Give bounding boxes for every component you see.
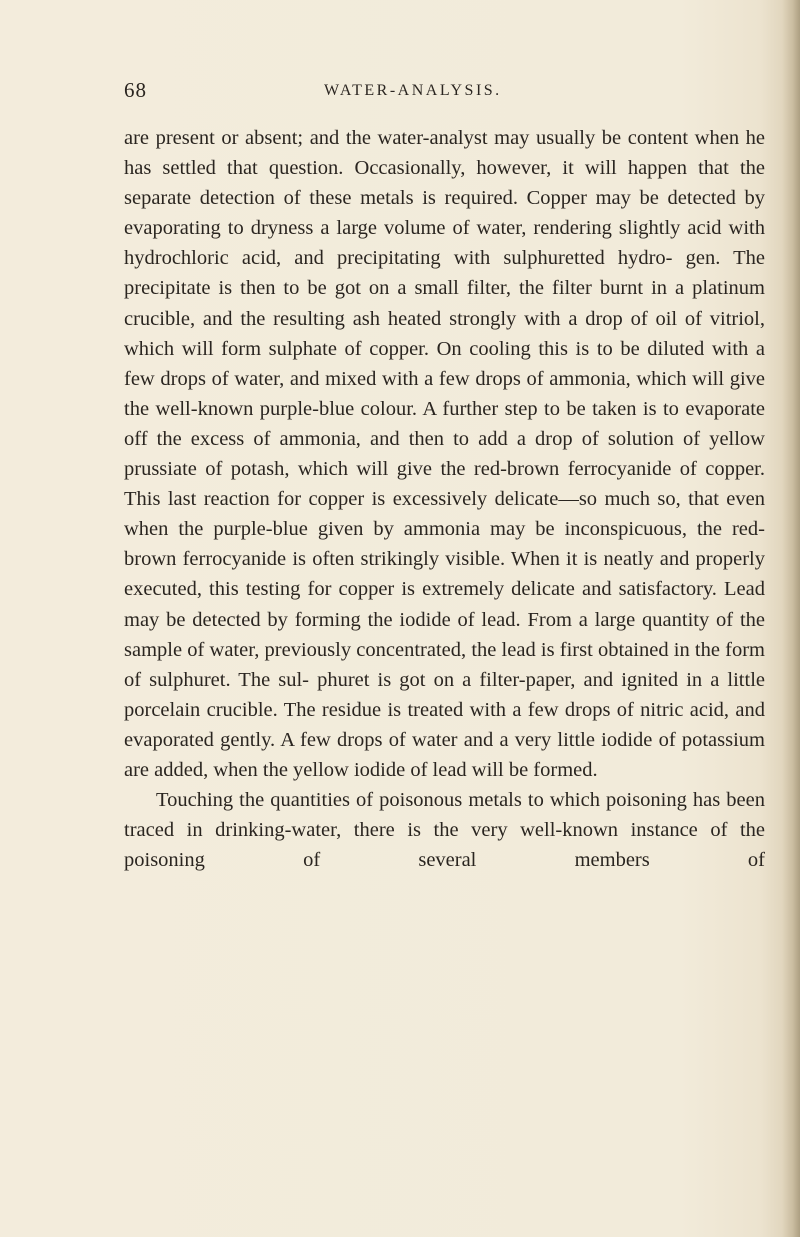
- page-edge-shadow: [782, 0, 800, 1237]
- paragraph-poisoning-quantities: Touching the quantities of poisonous metals to which poisoning has been traced in drinking-water, there is the very well-known instance of the poisoning of several members of: [124, 789, 765, 872]
- running-head: WATER-ANALYSIS.: [324, 82, 502, 99]
- paragraph-copper-lead-detection: are present or absent; and the water-analyst may usually be content when he has settled that question. Occasionally, however, it will happen that the separate detection of these metals is required. Copper may be detected by evaporating to dryness a large volume of water, rendering slightly acid with hydrochloric acid, and precipitating with sulphuretted hydro- gen. The precipitate is then to be got on a small filter, the filter burnt in a platinum crucible, and the resulting ash heated strongly with a drop of oil of vitriol, which will form sulphate of copper. On cooling this is to be diluted with a few drops of water, and mixed with a few drops of ammonia, which will give the well-known purple-blue colour. A further step to be taken is to evaporate off the excess of ammonia, and then to add a drop of solution of yellow prussiate of potash, which will give the red-brown ferrocyanide of copper. This last reaction for copper is excessively delicate—so much so, that even when the purple-blue given by ammonia may be inconspicuous, the red-brown ferrocyanide is often strikingly visible. When it is neatly and properly executed, this testing for copper is extremely delicate and satisfactory. Lead may be detected by forming the iodide of lead. From a large quantity of the sample of water, previously concentrated, the lead is first obtained in the form of sulphuret. The sul- phuret is got on a filter-paper, and ignited in a little porcelain crucible. The residue is treated with a few drops of nitric acid, and evaporated gently. A few drops of water and a very little iodide of potassium are added, when the yellow iodide of lead will be formed.: [124, 127, 765, 781]
- body-text: [124, 123, 765, 875]
- page-header: [124, 78, 764, 112]
- page-number: 68: [124, 78, 147, 102]
